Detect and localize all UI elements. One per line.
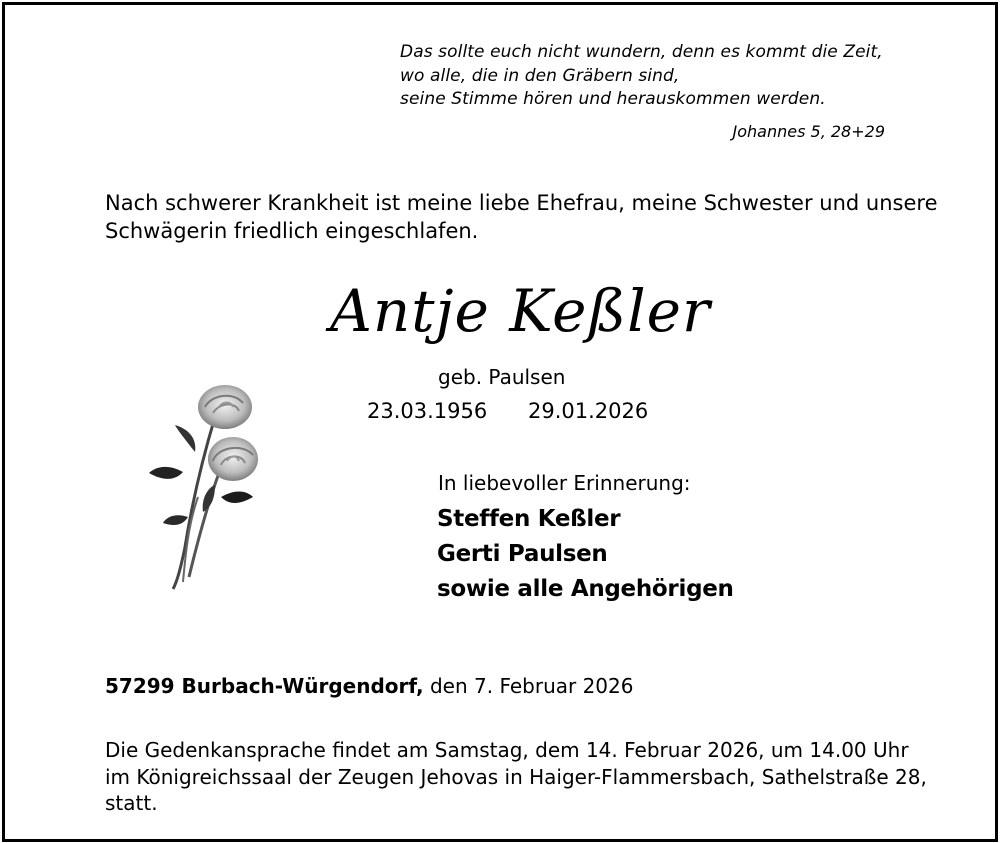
mourner-name: sowie alle Angehörigen (437, 576, 734, 602)
mourner-name: Gerti Paulsen (437, 541, 608, 567)
intro-text (105, 189, 938, 245)
intro-line: Nach schwerer Krankheit ist meine liebe Ehefrau, meine Schwester und unsere (105, 191, 938, 215)
place-and-date (105, 674, 633, 698)
obituary-frame (2, 2, 998, 842)
date-of-death: 29.01.2026 (528, 399, 649, 423)
place: 57299 Burbach-Würgendorf, (105, 674, 424, 698)
quote-line: Das sollte euch nicht wundern, denn es kommt die Zeit, (400, 42, 883, 62)
deceased-name: Antje Keßler (330, 277, 711, 345)
quote-line: seine Stimme hören und herauskommen werden. (400, 89, 826, 109)
birth-name: geb. Paulsen (438, 365, 566, 389)
intro-line: Schwägerin friedlich eingeschlafen. (105, 219, 479, 243)
service-line: im Königreichssaal der Zeugen Jehovas in Haiger-Flammersbach, Sathelstraße 28, (105, 764, 927, 789)
service-notice (105, 737, 925, 817)
remembrance-label: In liebevoller Erinnerung: (438, 471, 691, 495)
date-of-birth: 23.03.1956 (367, 399, 488, 423)
service-line: Die Gedenkansprache findet am Samstag, dem 14. Februar 2026, um 14.00 Uhr (105, 738, 909, 762)
mourners-list (437, 502, 734, 607)
service-line: statt. (105, 791, 158, 815)
quote-line: wo alle, die in den Gräbern sind, (400, 65, 680, 86)
quote-source: Johannes 5, 28+29 (732, 122, 885, 141)
publication-date: den 7. Februar 2026 (429, 674, 634, 698)
mourner-name: Steffen Keßler (437, 506, 621, 532)
bible-quote (400, 41, 883, 112)
roses-icon (143, 377, 273, 597)
